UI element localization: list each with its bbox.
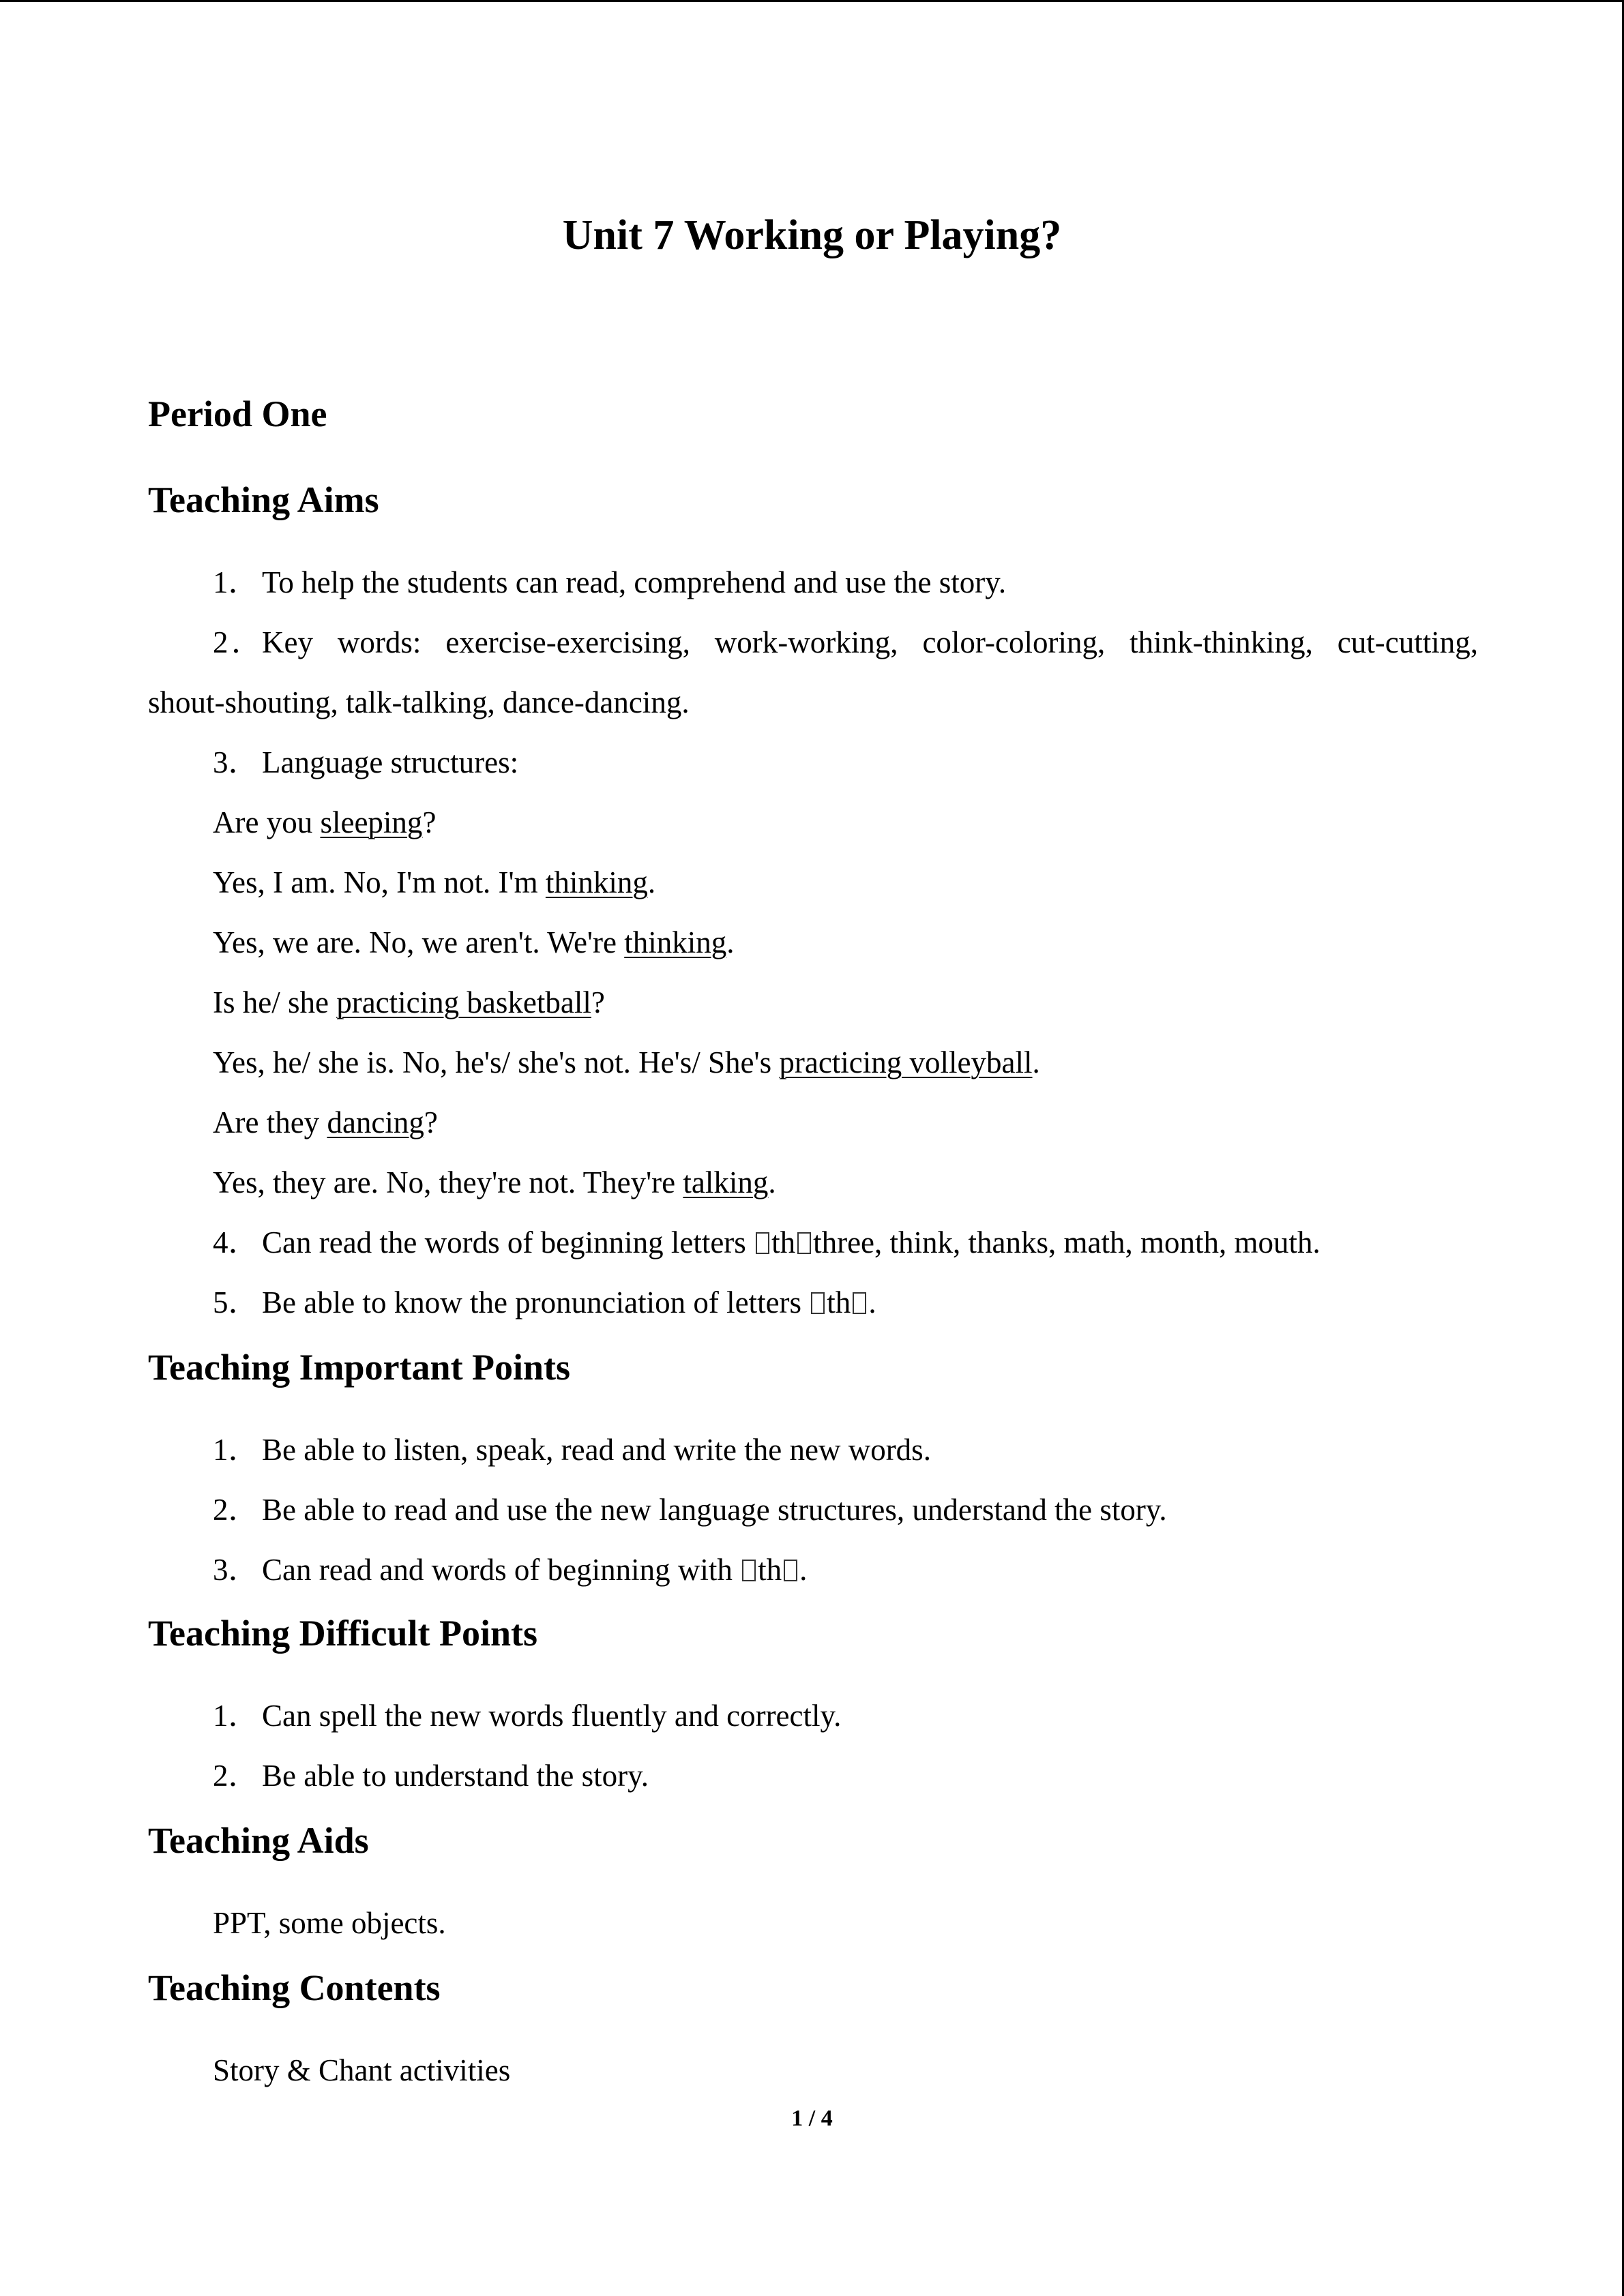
important-points-heading: Teaching Important Points — [148, 1347, 571, 1388]
item-text: Key words: exercise-exercising, work-working, color-coloring, think-thinking, cut-cutting, — [262, 625, 1478, 659]
item-text-rest: . — [799, 1553, 808, 1587]
structure-punct: . — [726, 925, 735, 959]
teaching-aids-heading: Teaching Aids — [148, 1820, 369, 1861]
structure-text: Are they — [213, 1105, 327, 1139]
item-number: 4． — [213, 1225, 259, 1259]
missing-glyph-box — [756, 1232, 769, 1254]
teaching-contents-heading: Teaching Contents — [148, 1967, 441, 2008]
item-text: Be able to know the pronunciation of letters — [262, 1285, 810, 1320]
structure-line-2 — [213, 862, 655, 903]
structure-punct: ? — [422, 805, 437, 839]
item-number: 1． — [213, 1433, 259, 1467]
structure-line-7 — [213, 1162, 776, 1203]
page-border-top — [0, 0, 1624, 2]
teaching-contents-text: Story & Chant activities — [213, 2053, 511, 2087]
missing-glyph-box — [811, 1292, 825, 1314]
structure-line-1 — [213, 802, 436, 843]
structure-text: Yes, they are. No, they're not. They're — [213, 1165, 683, 1199]
important-item-1 — [213, 1429, 931, 1470]
structure-line-6 — [213, 1102, 438, 1143]
item-text-rest: three, think, thanks, math, month, mouth. — [813, 1225, 1320, 1259]
aims-item-5 — [213, 1282, 876, 1323]
item-number: 2． — [213, 625, 262, 659]
item-text: Can read and words of beginning with — [262, 1553, 741, 1587]
structure-line-4 — [213, 982, 605, 1023]
item-number: 2． — [213, 1493, 259, 1527]
underlined-word: practicing basketball — [336, 985, 591, 1019]
letters-th: th — [827, 1285, 851, 1320]
period-heading: Period One — [148, 393, 327, 434]
page-number: 1 / 4 — [791, 2106, 833, 2131]
underlined-word: talking — [683, 1165, 769, 1199]
item-number: 3． — [213, 745, 259, 779]
letters-th: th — [758, 1553, 782, 1587]
aims-item-2-line-2: shout-shouting, talk-talking, dance-dancing. — [148, 685, 690, 719]
item-number: 5． — [213, 1285, 259, 1320]
item-text: Be able to listen, speak, read and write the new words. — [262, 1433, 931, 1467]
difficult-points-heading: Teaching Difficult Points — [148, 1613, 538, 1654]
aims-item-2-line-1 — [213, 622, 1478, 663]
aims-item-3 — [213, 742, 518, 783]
underlined-word: thinking — [624, 925, 727, 959]
item-text: Language structures: — [262, 745, 519, 779]
difficult-item-2 — [213, 1755, 649, 1796]
structure-punct: ? — [424, 1105, 438, 1139]
item-number: 1． — [213, 565, 259, 599]
teaching-aids-text: PPT, some objects. — [213, 1906, 446, 1940]
structure-punct: . — [647, 865, 656, 899]
underlined-word: dancing — [327, 1105, 424, 1139]
aims-item-1 — [213, 562, 1006, 603]
document-title: Unit 7 Working or Playing? — [562, 212, 1062, 258]
teaching-aims-heading: Teaching Aims — [148, 479, 379, 520]
missing-glyph-box — [853, 1292, 866, 1314]
item-number: 3． — [213, 1553, 259, 1587]
structure-line-3 — [213, 922, 735, 963]
underlined-word: practicing volleyball — [779, 1045, 1033, 1079]
structure-text: Are you — [213, 805, 321, 839]
structure-text: Yes, he/ she is. No, he's/ she's not. He's/ She's — [213, 1045, 780, 1079]
item-number: 1． — [213, 1699, 259, 1733]
item-text-rest: . — [868, 1285, 876, 1320]
underlined-word: sleeping — [320, 805, 423, 839]
missing-glyph-box — [784, 1560, 797, 1581]
structure-punct: . — [768, 1165, 776, 1199]
difficult-item-1 — [213, 1695, 841, 1736]
important-item-2 — [213, 1489, 1167, 1530]
letters-th: th — [771, 1225, 796, 1259]
important-item-3 — [213, 1549, 807, 1590]
underlined-word: thinking — [545, 865, 648, 899]
item-text: Be able to understand the story. — [262, 1759, 649, 1793]
missing-glyph-box — [797, 1232, 811, 1254]
item-text: To help the students can read, comprehend and use the story. — [262, 565, 1007, 599]
item-number: 2． — [213, 1759, 259, 1793]
missing-glyph-box — [742, 1560, 756, 1581]
structure-text: Yes, I am. No, I'm not. I'm — [213, 865, 546, 899]
item-text: Can spell the new words fluently and correctly. — [262, 1699, 842, 1733]
structure-line-5 — [213, 1042, 1040, 1083]
structure-punct: ? — [591, 985, 605, 1019]
aims-item-4 — [213, 1222, 1320, 1263]
item-text: Can read the words of beginning letters — [262, 1225, 754, 1259]
structure-punct: . — [1032, 1045, 1040, 1079]
structure-text: Yes, we are. No, we aren't. We're — [213, 925, 625, 959]
structure-text: Is he/ she — [213, 985, 337, 1019]
item-text: Be able to read and use the new language structures, understand the story. — [262, 1493, 1167, 1527]
